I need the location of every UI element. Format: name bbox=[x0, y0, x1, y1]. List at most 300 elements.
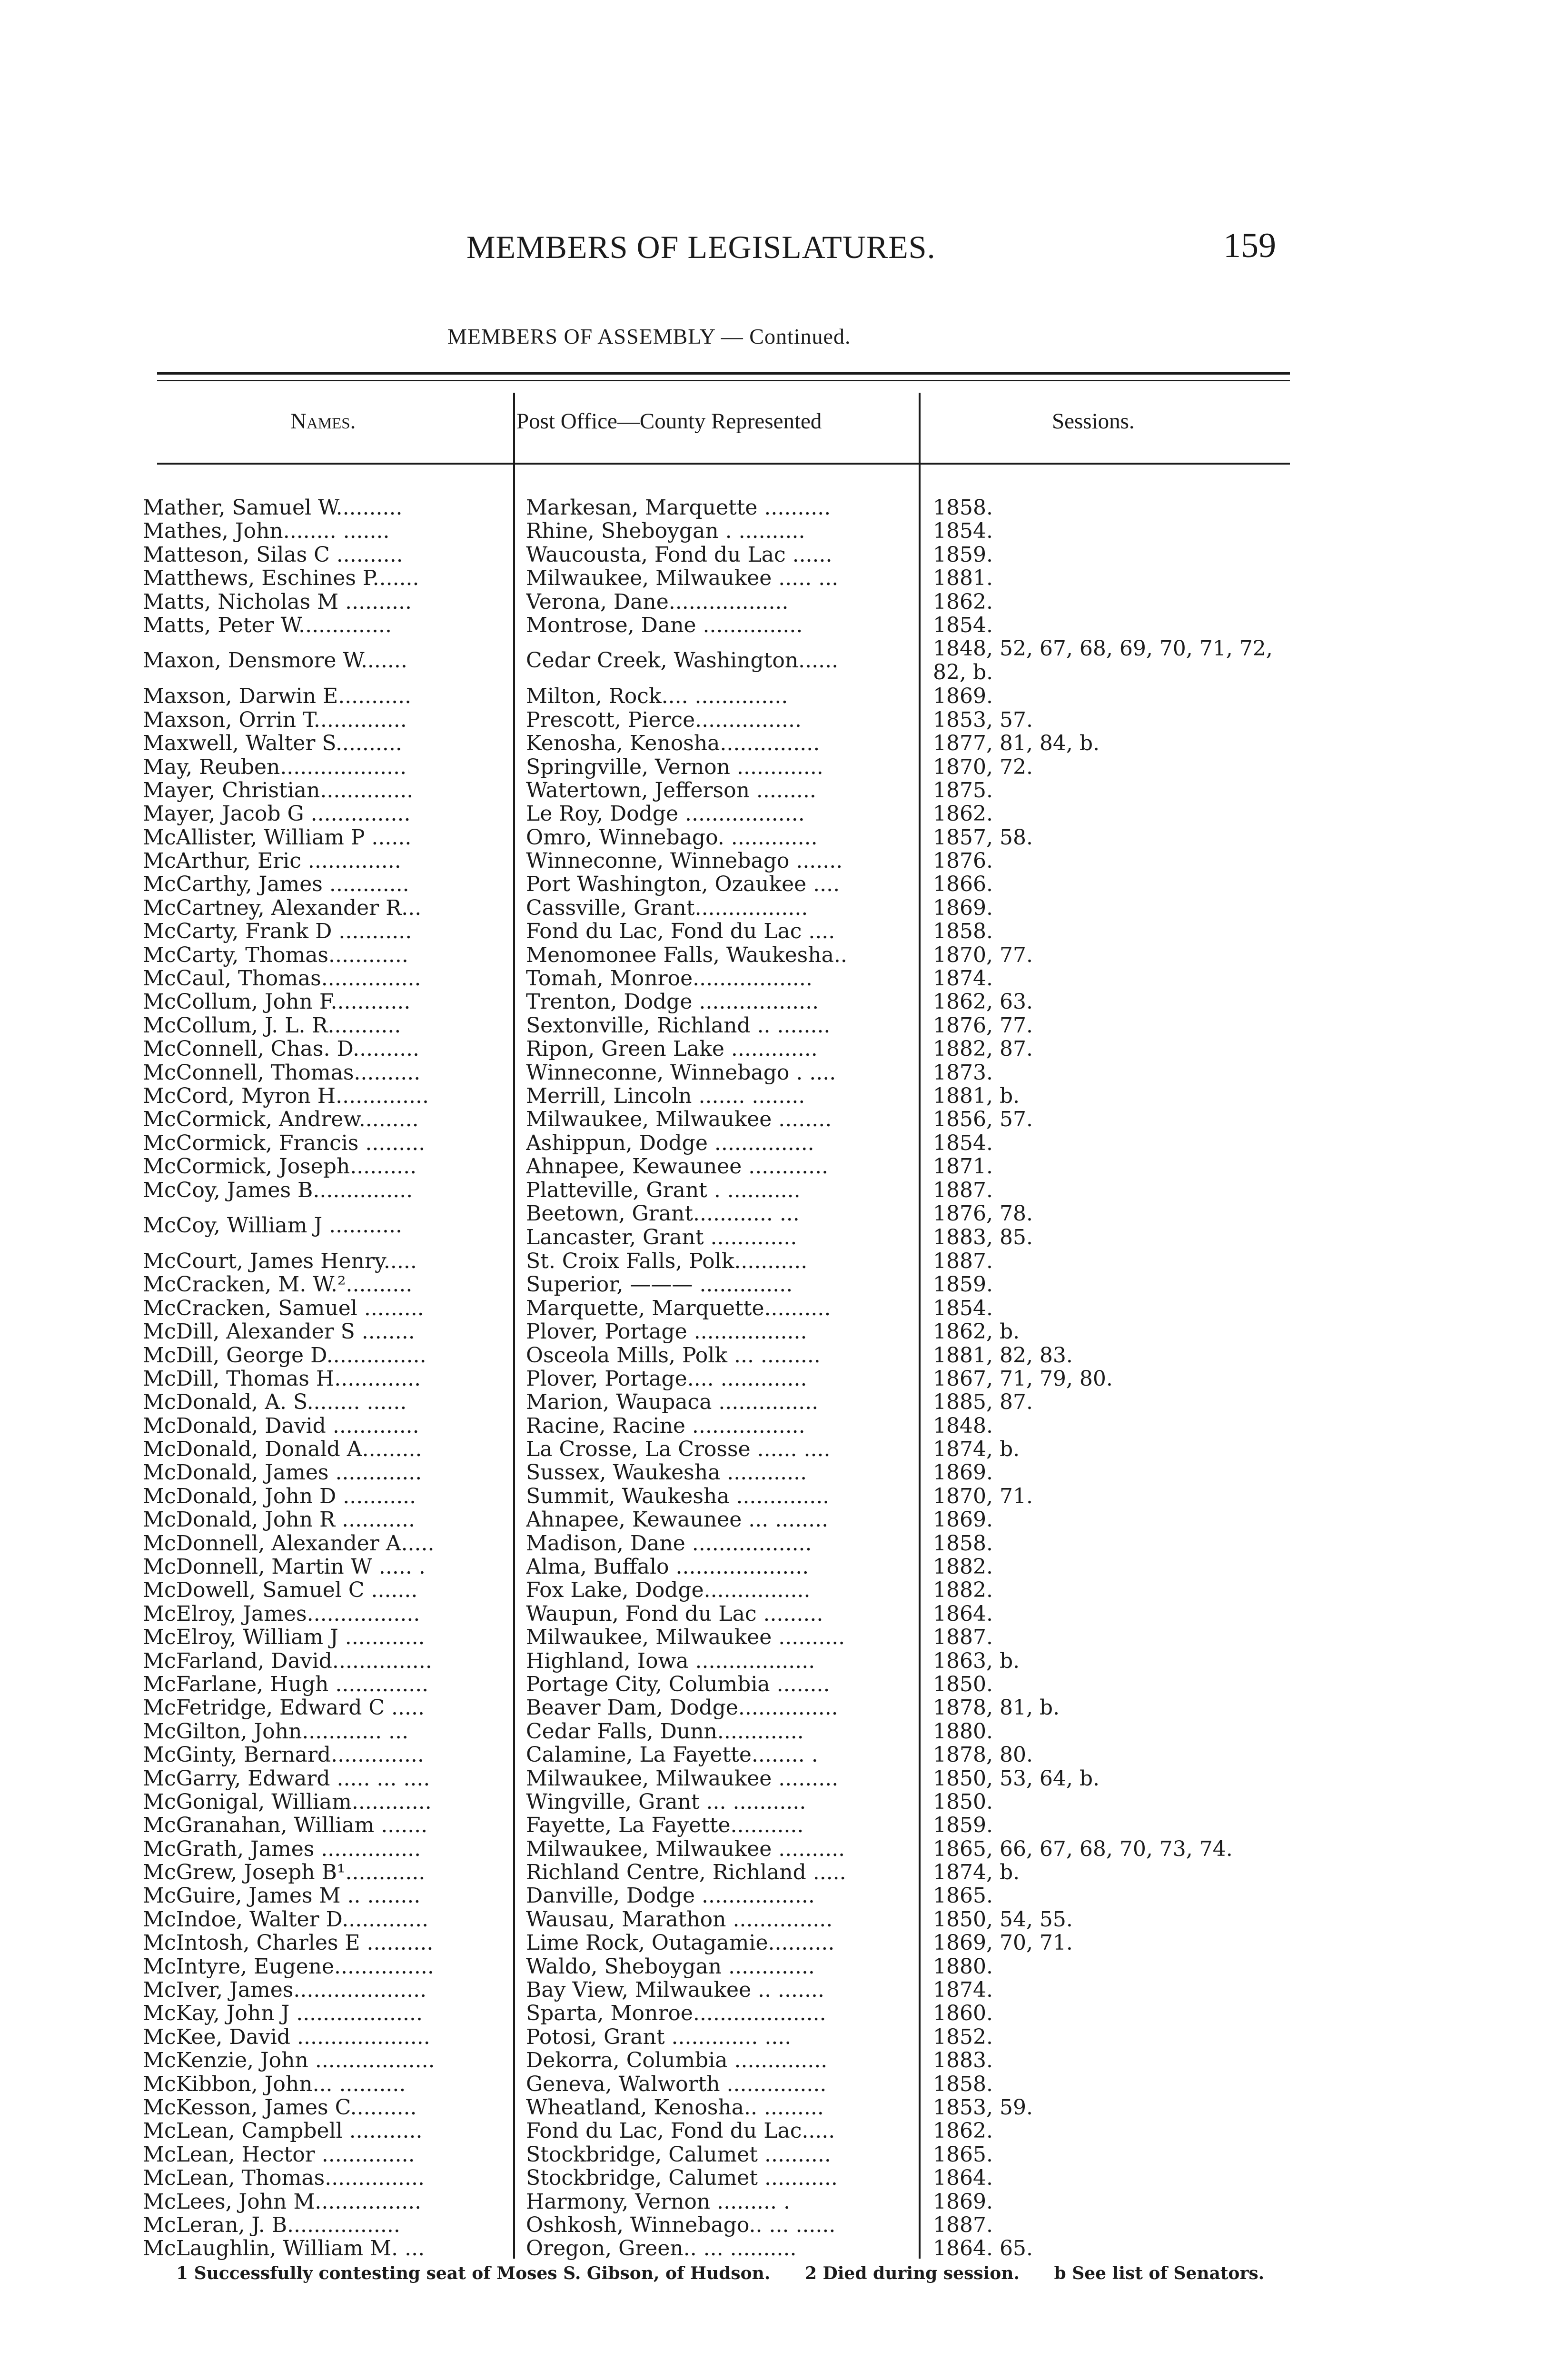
post-office-county: Milwaukee, Milwaukee .......... bbox=[526, 1626, 845, 1649]
table-row bbox=[0, 896, 1546, 920]
post-office-county: Harmony, Vernon ......... . bbox=[526, 2190, 790, 2213]
member-name: Maxon, Densmore W....... bbox=[143, 649, 407, 673]
sessions: 1870, 72. bbox=[933, 755, 1033, 779]
table-row bbox=[0, 1438, 1546, 1461]
post-office-county: Summit, Waukesha .............. bbox=[526, 1484, 830, 1508]
table-row bbox=[0, 1273, 1546, 1296]
post-office-county: Tomah, Monroe.................. bbox=[526, 967, 813, 991]
post-office-county: Oregon, Green.. ... .......... bbox=[526, 2237, 797, 2261]
table-row bbox=[0, 1908, 1546, 1931]
table-row bbox=[0, 1578, 1546, 1602]
table-row bbox=[0, 1955, 1546, 1978]
table-row bbox=[0, 1037, 1546, 1061]
table-row bbox=[0, 1061, 1546, 1084]
member-name: McGilton, John............ ... bbox=[143, 1719, 409, 1743]
sessions: 1848. bbox=[933, 1414, 993, 1438]
post-office-county: Oshkosh, Winnebago.. ... ...... bbox=[526, 2213, 836, 2237]
member-name: McCormick, Andrew......... bbox=[143, 1108, 419, 1131]
member-name: McDill, Thomas H............. bbox=[143, 1367, 421, 1390]
sessions: 1869. bbox=[933, 1508, 993, 1532]
table-row bbox=[0, 1837, 1546, 1861]
table-row bbox=[0, 2237, 1546, 2260]
post-office-county: Wheatland, Kenosha.. ......... bbox=[526, 2096, 824, 2119]
page-number: 159 bbox=[1223, 226, 1276, 265]
post-office-county: Alma, Buffalo .................... bbox=[526, 1555, 809, 1579]
post-office-county: Marion, Waupaca ............... bbox=[526, 1390, 819, 1414]
sessions: 1854. bbox=[933, 613, 993, 637]
member-name: McDonald, John R ........... bbox=[143, 1508, 415, 1532]
sessions: 1854. bbox=[933, 1131, 993, 1155]
post-office-county: Watertown, Jefferson ......... bbox=[526, 778, 816, 802]
sessions: 1876, 78. 1883, 85. bbox=[933, 1201, 1033, 1250]
member-name: McCollum, John F............ bbox=[143, 990, 411, 1014]
post-office-county: Osceola Mills, Polk ... ......... bbox=[526, 1343, 821, 1367]
post-office-county: Merrill, Lincoln ....... ........ bbox=[526, 1084, 805, 1108]
table-row bbox=[0, 637, 1546, 684]
post-office-county: Sparta, Monroe.................... bbox=[526, 2002, 826, 2025]
table-row bbox=[0, 496, 1546, 519]
sessions: 1850. bbox=[933, 1672, 993, 1696]
table-row bbox=[0, 1555, 1546, 1578]
post-office-county: Sextonville, Richland .. ........ bbox=[526, 1013, 831, 1037]
member-name: McFarlane, Hugh .............. bbox=[143, 1672, 429, 1696]
member-name: McGranahan, William ....... bbox=[143, 1814, 428, 1837]
table-row bbox=[0, 802, 1546, 825]
member-name: McCormick, Francis ......... bbox=[143, 1131, 426, 1155]
footnotes bbox=[176, 2263, 1293, 2283]
post-office-county: Plover, Portage.... ............. bbox=[526, 1367, 807, 1390]
sessions: 1866. bbox=[933, 873, 993, 896]
table-row bbox=[0, 1602, 1546, 1626]
member-name: McCormick, Joseph.......... bbox=[143, 1155, 417, 1179]
member-name: McGrath, James ............... bbox=[143, 1837, 421, 1861]
post-office-county: Stockbridge, Calumet ........... bbox=[526, 2166, 838, 2190]
sessions: 1871. bbox=[933, 1155, 993, 1179]
table-row bbox=[0, 2096, 1546, 2119]
post-office-county: Wausau, Marathon ............... bbox=[526, 1907, 833, 1931]
member-name: McGarry, Edward ..... ... .... bbox=[143, 1766, 430, 1790]
sessions: 1859. bbox=[933, 1273, 993, 1297]
sessions: 1873. bbox=[933, 1061, 993, 1084]
column-header-names: Names. bbox=[290, 409, 356, 434]
sessions: 1850. bbox=[933, 1790, 993, 1814]
post-office-county: Menomonee Falls, Waukesha.. bbox=[526, 943, 847, 967]
table-row bbox=[0, 2049, 1546, 2072]
table-row bbox=[0, 1461, 1546, 1484]
sessions: 1869. bbox=[933, 2190, 993, 2213]
running-title: MEMBERS OF LEGISLATURES. bbox=[466, 229, 936, 265]
member-name: McGrew, Joseph B¹............ bbox=[143, 1861, 426, 1884]
table-row bbox=[0, 1297, 1546, 1320]
sessions: 1874, b. bbox=[933, 1861, 1020, 1884]
table-row bbox=[0, 543, 1546, 566]
table-row bbox=[0, 1014, 1546, 1037]
member-name: McKay, John J ................... bbox=[143, 2002, 423, 2025]
table-row bbox=[0, 1414, 1546, 1438]
sessions: 1874, b. bbox=[933, 1438, 1020, 1461]
post-office-county: Fond du Lac, Fond du Lac..... bbox=[526, 2119, 835, 2143]
post-office-county: Omro, Winnebago. ............. bbox=[526, 825, 818, 849]
post-office-county: Winneconne, Winnebago . .... bbox=[526, 1061, 836, 1084]
post-office-county: Plover, Portage ................. bbox=[526, 1320, 807, 1344]
member-name: McCord, Myron H.............. bbox=[143, 1084, 429, 1108]
table-row bbox=[0, 1814, 1546, 1837]
member-name: McKee, David .................... bbox=[143, 2025, 430, 2049]
member-name: May, Reuben................... bbox=[143, 755, 407, 779]
sessions: 1865, 66, 67, 68, 70, 73, 74. bbox=[933, 1837, 1233, 1861]
sessions: 1864. 65. bbox=[933, 2237, 1033, 2261]
table-row bbox=[0, 1344, 1546, 1367]
table-row bbox=[0, 1485, 1546, 1508]
member-name: McKesson, James C.......... bbox=[143, 2096, 417, 2119]
post-office-county: Milwaukee, Milwaukee ........ bbox=[526, 1108, 832, 1131]
sessions: 1870, 71. bbox=[933, 1484, 1033, 1508]
table-row bbox=[0, 1155, 1546, 1178]
sessions: 1876. bbox=[933, 849, 993, 873]
table-row bbox=[0, 943, 1546, 967]
sessions: 1850, 53, 64, b. bbox=[933, 1766, 1100, 1790]
post-office-county: Danville, Dodge ................. bbox=[526, 1884, 815, 1908]
member-name: Maxwell, Walter S.......... bbox=[143, 732, 402, 755]
post-office-county: Madison, Dane .................. bbox=[526, 1531, 812, 1555]
table-row bbox=[0, 2073, 1546, 2096]
table-row bbox=[0, 779, 1546, 802]
post-office-county: Markesan, Marquette .......... bbox=[526, 496, 831, 519]
table-row bbox=[0, 1390, 1546, 1414]
post-office-county: Geneva, Walworth ............... bbox=[526, 2072, 827, 2096]
table-row bbox=[0, 1367, 1546, 1390]
member-name: McDonald, A. S........ ...... bbox=[143, 1390, 407, 1414]
table-row bbox=[0, 1084, 1546, 1108]
post-office-county: St. Croix Falls, Polk........... bbox=[526, 1249, 808, 1273]
sessions: 1865. bbox=[933, 2142, 993, 2166]
table-row bbox=[0, 967, 1546, 990]
sessions: 1869, 70, 71. bbox=[933, 1931, 1073, 1955]
sessions: 1858. bbox=[933, 496, 993, 519]
member-name: McKenzie, John .................. bbox=[143, 2049, 435, 2073]
table-top-rule-thin bbox=[157, 380, 1290, 381]
post-office-county: La Crosse, La Crosse ...... .... bbox=[526, 1438, 831, 1461]
sessions: 1856, 57. bbox=[933, 1108, 1033, 1131]
table-row bbox=[0, 1790, 1546, 1814]
member-name: McAllister, William P ...... bbox=[143, 825, 412, 849]
member-name: McKibbon, John... .......... bbox=[143, 2072, 406, 2096]
post-office-county: Springville, Vernon ............. bbox=[526, 755, 823, 779]
post-office-county: Winneconne, Winnebago ....... bbox=[526, 849, 843, 873]
member-name: Mather, Samuel W.......... bbox=[143, 496, 403, 519]
sessions: 1862. bbox=[933, 590, 993, 614]
member-name: McDill, Alexander S ........ bbox=[143, 1320, 415, 1344]
post-office-county: Superior, ——— .............. bbox=[526, 1273, 793, 1297]
table-row bbox=[0, 1696, 1546, 1719]
table-row bbox=[0, 614, 1546, 637]
table-row bbox=[0, 1532, 1546, 1555]
table-row bbox=[0, 1626, 1546, 1649]
column-header-post-office: Post Office—County Represented bbox=[516, 409, 822, 434]
member-name: McDowell, Samuel C ....... bbox=[143, 1578, 418, 1602]
member-name: McIver, James.................... bbox=[143, 1978, 427, 2002]
post-office-county: Platteville, Grant . ........... bbox=[526, 1178, 801, 1202]
sessions: 1865. bbox=[933, 1884, 993, 1908]
member-name: McLaughlin, William M. ... bbox=[143, 2237, 425, 2261]
member-name: McDonald, David ............. bbox=[143, 1414, 419, 1438]
member-name: Matts, Nicholas M .......... bbox=[143, 590, 412, 614]
sessions: 1876, 77. bbox=[933, 1013, 1033, 1037]
sessions: 1881, 82, 83. bbox=[933, 1343, 1073, 1367]
member-name: McGuire, James M .. ........ bbox=[143, 1884, 421, 1908]
sessions: 1848, 52, 67, 68, 69, 70, 71, 72, 82, b. bbox=[933, 637, 1273, 685]
member-name: McCracken, M. W.².......... bbox=[143, 1273, 413, 1297]
table-row bbox=[0, 2002, 1546, 2025]
table-row bbox=[0, 849, 1546, 873]
post-office-county: Dekorra, Columbia .............. bbox=[526, 2049, 828, 2073]
table-row bbox=[0, 2213, 1546, 2237]
post-office-county: Le Roy, Dodge .................. bbox=[526, 802, 805, 826]
table-row bbox=[0, 873, 1546, 896]
post-office-county: Kenosha, Kenosha............... bbox=[526, 732, 820, 755]
post-office-county: Montrose, Dane ............... bbox=[526, 613, 803, 637]
post-office-county: Cedar Falls, Dunn............. bbox=[526, 1719, 804, 1743]
sessions: 1887. bbox=[933, 1178, 993, 1202]
sessions: 1878, 81, b. bbox=[933, 1696, 1060, 1720]
sessions: 1874. bbox=[933, 1978, 993, 2002]
table-row bbox=[0, 1108, 1546, 1131]
table-row bbox=[0, 1884, 1546, 1907]
section-title: MEMBERS OF ASSEMBLY — Continued. bbox=[447, 324, 851, 348]
sessions: 1877, 81, 84, b. bbox=[933, 732, 1100, 755]
member-name: McLean, Campbell ........... bbox=[143, 2119, 423, 2143]
table-row bbox=[0, 1931, 1546, 1954]
member-name: McCracken, Samuel ......... bbox=[143, 1296, 424, 1320]
table-row bbox=[0, 920, 1546, 943]
sessions: 1869. bbox=[933, 1461, 993, 1485]
post-office-county: Waupun, Fond du Lac ......... bbox=[526, 1602, 823, 1626]
post-office-county: Rhine, Sheboygan . .......... bbox=[526, 519, 805, 543]
sessions: 1887. bbox=[933, 1626, 993, 1649]
member-name: McGonigal, William............ bbox=[143, 1790, 432, 1814]
sessions: 1887. bbox=[933, 1249, 993, 1273]
post-office-county: Richland Centre, Richland ..... bbox=[526, 1861, 846, 1884]
table-row bbox=[0, 684, 1546, 708]
post-office-county: Trenton, Dodge .................. bbox=[526, 990, 819, 1014]
sessions: 1852. bbox=[933, 2025, 993, 2049]
post-office-county: Milwaukee, Milwaukee .......... bbox=[526, 1837, 845, 1861]
sessions: 1854. bbox=[933, 519, 993, 543]
table-row bbox=[0, 990, 1546, 1013]
post-office-county: Port Washington, Ozaukee .... bbox=[526, 873, 840, 896]
member-name: McFetridge, Edward C ..... bbox=[143, 1696, 425, 1720]
table-row bbox=[0, 1508, 1546, 1531]
sessions: 1883. bbox=[933, 2049, 993, 2073]
post-office-county: Bay View, Milwaukee .. ....... bbox=[526, 1978, 824, 2002]
sessions: 1881, b. bbox=[933, 1084, 1020, 1108]
sessions: 1858. bbox=[933, 2072, 993, 2096]
footnote-b: b See list of Senators. bbox=[1054, 2263, 1265, 2283]
member-name: McFarland, David............... bbox=[143, 1649, 432, 1673]
post-office-county: Verona, Dane.................. bbox=[526, 590, 789, 614]
table-row bbox=[0, 2025, 1546, 2049]
footnote-1: 1 Successfully contesting seat of Moses S. Gibson, of Hudson. bbox=[176, 2263, 771, 2283]
sessions: 1853, 59. bbox=[933, 2096, 1033, 2119]
table-row bbox=[0, 566, 1546, 590]
post-office-county: Cassville, Grant................. bbox=[526, 896, 808, 920]
table-row bbox=[0, 1202, 1546, 1250]
table-row bbox=[0, 2166, 1546, 2190]
member-name: Maxson, Darwin E........... bbox=[143, 684, 412, 708]
member-name: McElroy, William J ............ bbox=[143, 1626, 425, 1649]
post-office-county: Potosi, Grant ............. .... bbox=[526, 2025, 792, 2049]
post-office-county: Beetown, Grant............ ... Lancaster, Grant ............. bbox=[526, 1201, 800, 1250]
post-office-county: Milwaukee, Milwaukee ..... ... bbox=[526, 566, 839, 590]
footnote-2: 2 Died during session. bbox=[804, 2263, 1020, 2283]
table-row bbox=[0, 2190, 1546, 2213]
member-name: McCollum, J. L. R........... bbox=[143, 1013, 401, 1037]
member-name: McCarty, Frank D ........... bbox=[143, 920, 412, 943]
member-name: McIntosh, Charles E .......... bbox=[143, 1931, 434, 1955]
member-name: Maxson, Orrin T.............. bbox=[143, 708, 407, 732]
member-name: McCarthy, James ............ bbox=[143, 873, 409, 896]
member-name: McGinty, Bernard.............. bbox=[143, 1743, 424, 1767]
member-name: McElroy, James................. bbox=[143, 1602, 420, 1626]
sessions: 1869. bbox=[933, 684, 993, 708]
sessions: 1882, 87. bbox=[933, 1037, 1033, 1061]
member-name: Mayer, Christian.............. bbox=[143, 778, 414, 802]
column-header-sessions: Sessions. bbox=[1052, 409, 1135, 434]
sessions: 1869. bbox=[933, 896, 993, 920]
post-office-county: Calamine, La Fayette........ . bbox=[526, 1743, 818, 1767]
sessions: 1850, 54, 55. bbox=[933, 1907, 1073, 1931]
post-office-county: Fond du Lac, Fond du Lac .... bbox=[526, 920, 835, 943]
sessions: 1862, 63. bbox=[933, 990, 1033, 1014]
member-name: McLeran, J. B................. bbox=[143, 2213, 400, 2237]
table-row bbox=[0, 1131, 1546, 1155]
table-row bbox=[0, 590, 1546, 614]
sessions: 1858. bbox=[933, 920, 993, 943]
table-row bbox=[0, 1861, 1546, 1884]
table-top-rule-thick bbox=[157, 372, 1290, 375]
post-office-county: Fox Lake, Dodge................ bbox=[526, 1578, 811, 1602]
table-row bbox=[0, 519, 1546, 543]
post-office-county: Waucousta, Fond du Lac ...... bbox=[526, 543, 832, 566]
post-office-county: Marquette, Marquette.......... bbox=[526, 1296, 831, 1320]
table-row bbox=[0, 708, 1546, 732]
member-name: McConnell, Chas. D.......... bbox=[143, 1037, 420, 1061]
post-office-county: Beaver Dam, Dodge............... bbox=[526, 1696, 838, 1720]
post-office-county: Highland, Iowa .................. bbox=[526, 1649, 815, 1673]
post-office-county: Waldo, Sheboygan ............. bbox=[526, 1954, 815, 1978]
member-name: McDonald, James ............. bbox=[143, 1461, 422, 1485]
table-row bbox=[0, 1767, 1546, 1790]
sessions: 1887. bbox=[933, 2213, 993, 2237]
table-row bbox=[0, 1320, 1546, 1343]
sessions: 1862. bbox=[933, 802, 993, 826]
member-name: Matteson, Silas C .......... bbox=[143, 543, 403, 566]
member-name: McDonnell, Alexander A..... bbox=[143, 1531, 435, 1555]
table-row bbox=[0, 2119, 1546, 2142]
member-name: McLean, Thomas............... bbox=[143, 2166, 425, 2190]
post-office-county: Portage City, Columbia ........ bbox=[526, 1672, 830, 1696]
post-office-county: Milwaukee, Milwaukee ......... bbox=[526, 1766, 839, 1790]
table-row bbox=[0, 1250, 1546, 1273]
post-office-county: Wingville, Grant ... ........... bbox=[526, 1790, 806, 1814]
table-row bbox=[0, 755, 1546, 779]
member-name: McDill, George D............... bbox=[143, 1343, 426, 1367]
member-name: McCartney, Alexander R... bbox=[143, 896, 422, 920]
table-row bbox=[0, 826, 1546, 849]
sessions: 1854. bbox=[933, 1296, 993, 1320]
member-name: Matthews, Eschines P....... bbox=[143, 566, 419, 590]
member-name: McCarty, Thomas............ bbox=[143, 943, 408, 967]
sessions: 1867, 71, 79, 80. bbox=[933, 1367, 1113, 1390]
member-name: McDonald, John D ........... bbox=[143, 1484, 416, 1508]
member-name: McLean, Hector .............. bbox=[143, 2142, 415, 2166]
member-name: Mayer, Jacob G ............... bbox=[143, 802, 411, 826]
table-row bbox=[0, 2143, 1546, 2166]
sessions: 1881. bbox=[933, 566, 993, 590]
member-name: McCoy, James B............... bbox=[143, 1178, 413, 1202]
sessions: 1862, b. bbox=[933, 1320, 1020, 1344]
sessions: 1880. bbox=[933, 1954, 993, 1978]
table-row bbox=[0, 1743, 1546, 1766]
table-row bbox=[0, 732, 1546, 755]
member-name: Matts, Peter W.............. bbox=[143, 613, 392, 637]
post-office-county: Stockbridge, Calumet .......... bbox=[526, 2142, 831, 2166]
table-row bbox=[0, 1720, 1546, 1743]
member-name: McArthur, Eric .............. bbox=[143, 849, 401, 873]
member-name: McCourt, James Henry..... bbox=[143, 1249, 417, 1273]
post-office-county: Ahnapee, Kewaunee ............ bbox=[526, 1155, 829, 1179]
sessions: 1875. bbox=[933, 778, 993, 802]
sessions: 1859. bbox=[933, 543, 993, 566]
sessions: 1859. bbox=[933, 1814, 993, 1837]
members-table-body bbox=[0, 496, 1546, 2261]
sessions: 1860. bbox=[933, 2002, 993, 2025]
post-office-county: Ashippun, Dodge ............... bbox=[526, 1131, 814, 1155]
post-office-county: Racine, Racine ................. bbox=[526, 1414, 805, 1438]
sessions: 1857, 58. bbox=[933, 825, 1033, 849]
member-name: McLees, John M................ bbox=[143, 2190, 422, 2213]
post-office-county: Sussex, Waukesha ............ bbox=[526, 1461, 807, 1485]
table-row bbox=[0, 1179, 1546, 1202]
sessions: 1882. bbox=[933, 1555, 993, 1579]
sessions: 1885, 87. bbox=[933, 1390, 1033, 1414]
sessions: 1864. bbox=[933, 2166, 993, 2190]
table-row bbox=[0, 1649, 1546, 1673]
member-name: McCaul, Thomas............... bbox=[143, 967, 421, 991]
sessions: 1878, 80. bbox=[933, 1743, 1033, 1767]
member-name: McConnell, Thomas.......... bbox=[143, 1061, 421, 1084]
sessions: 1858. bbox=[933, 1531, 993, 1555]
post-office-county: Lime Rock, Outagamie.......... bbox=[526, 1931, 835, 1955]
post-office-county: Prescott, Pierce................ bbox=[526, 708, 802, 732]
post-office-county: Cedar Creek, Washington...... bbox=[526, 649, 839, 673]
header-bottom-rule bbox=[157, 463, 1290, 465]
sessions: 1870, 77. bbox=[933, 943, 1033, 967]
member-name: McDonnell, Martin W ..... . bbox=[143, 1555, 426, 1579]
sessions: 1862. bbox=[933, 2119, 993, 2143]
post-office-county: Ripon, Green Lake ............. bbox=[526, 1037, 818, 1061]
member-name: McCoy, William J ........... bbox=[143, 1213, 402, 1237]
sessions: 1882. bbox=[933, 1578, 993, 1602]
member-name: McIndoe, Walter D............. bbox=[143, 1907, 429, 1931]
post-office-county: Milton, Rock.... .............. bbox=[526, 684, 788, 708]
table-row bbox=[0, 1978, 1546, 2002]
sessions: 1880. bbox=[933, 1719, 993, 1743]
table-row bbox=[0, 1673, 1546, 1696]
post-office-county: Fayette, La Fayette........... bbox=[526, 1814, 804, 1837]
member-name: Mathes, John........ ....... bbox=[143, 519, 390, 543]
member-name: McIntyre, Eugene............... bbox=[143, 1954, 434, 1978]
